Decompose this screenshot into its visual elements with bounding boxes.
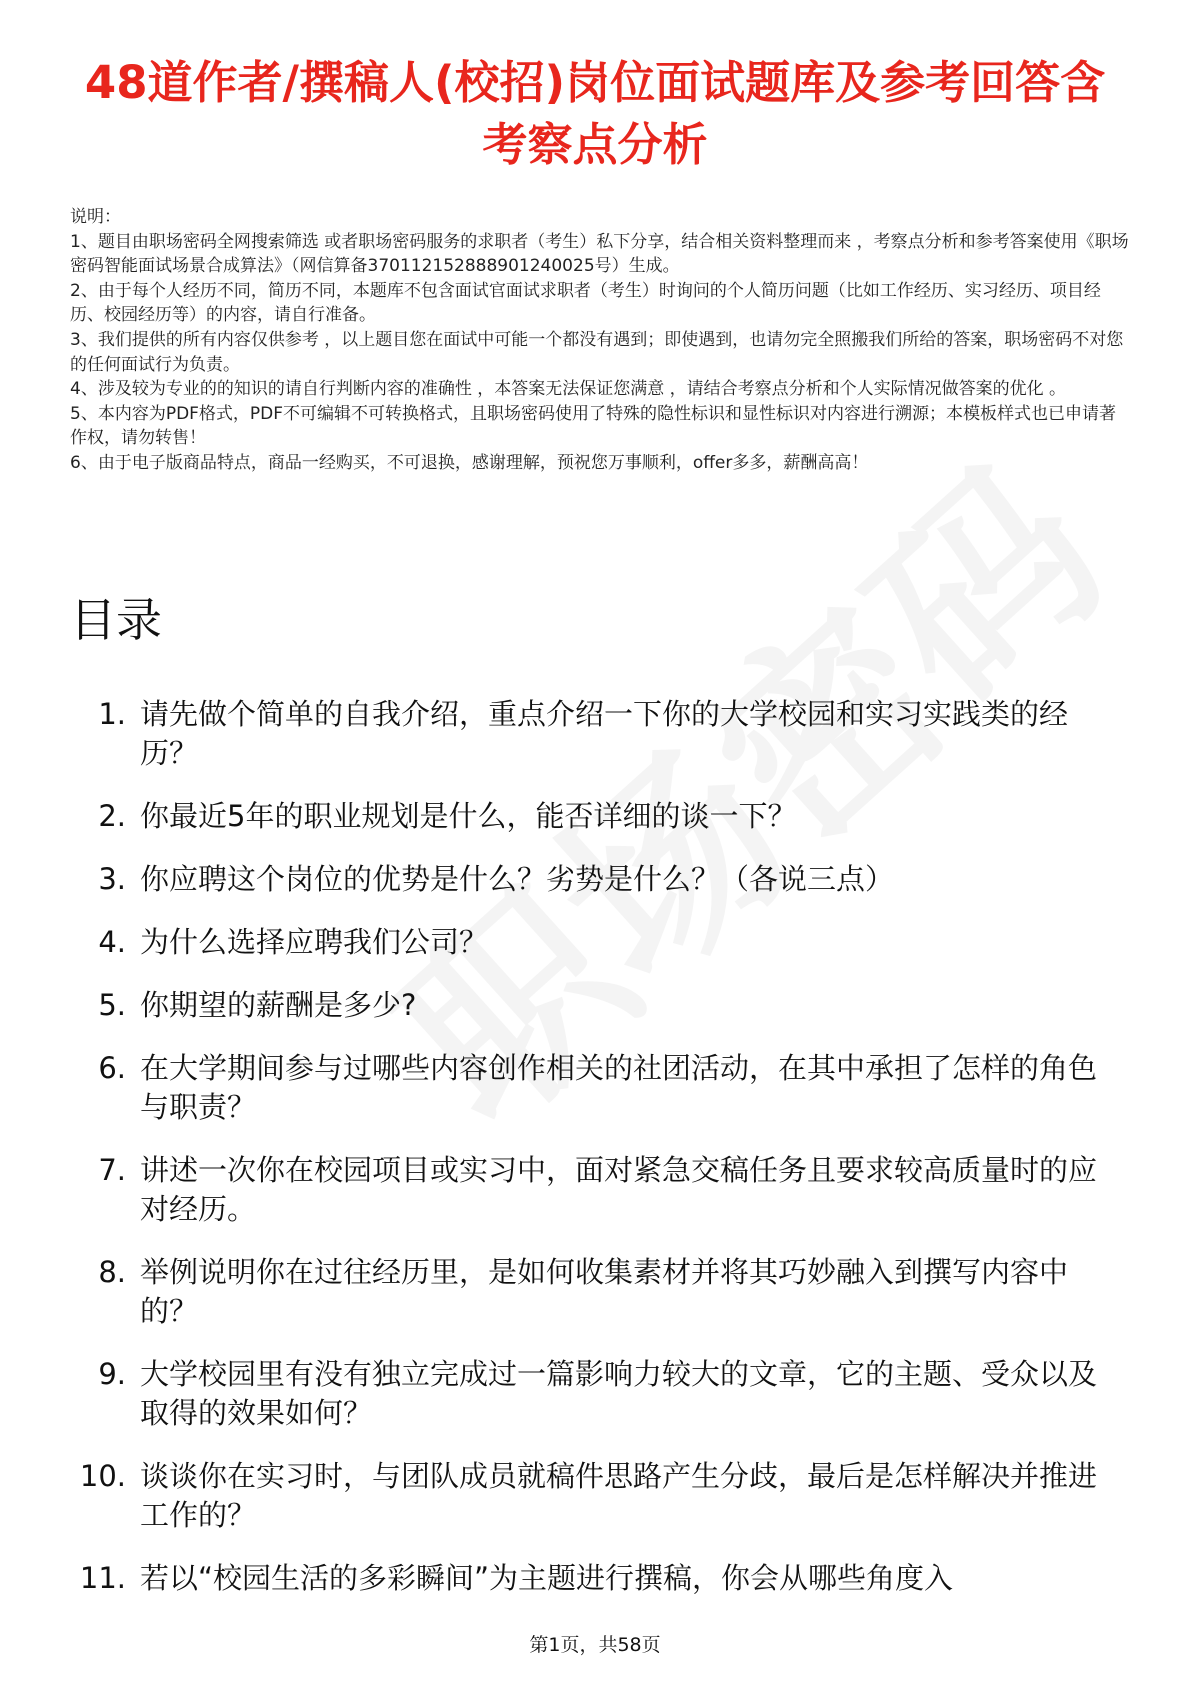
notes-line: 5、本内容为PDF格式，PDF不可编辑不可转换格式，且职场密码使用了特殊的隐性标识和显性标识对内容进行溯源；本模板样式也已申请著作权，请勿转售！ [70, 403, 1117, 449]
toc-list [70, 695, 1130, 1622]
toc-item-number: 11. [79, 1561, 126, 1595]
toc-item-number: 8. [98, 1255, 126, 1289]
toc-item-text: 举例说明你在过往经历里，是如何收集素材并将其巧妙融入到撰写内容中的？ [140, 1255, 1069, 1328]
toc-item[interactable] [70, 1457, 1130, 1535]
toc-item[interactable] [70, 1049, 1130, 1127]
notes-line: 说明： [70, 207, 121, 227]
toc-item-number: 5. [98, 988, 126, 1022]
notes-line: 6、由于电子版商品特点，商品一经购买，不可退换，感谢理解，预祝您万事顺利，offer多多，薪酬高高！ [70, 452, 869, 473]
toc-item-text: 请先做个简单的自我介绍，重点介绍一下你的大学校园和实习实践类的经历？ [140, 697, 1069, 770]
toc-item[interactable] [70, 923, 1130, 962]
toc-item-text: 谈谈你在实习时，与团队成员就稿件思路产生分歧，最后是怎样解决并推进工作的？ [140, 1459, 1098, 1532]
toc-item[interactable] [70, 986, 1130, 1025]
toc-item[interactable] [70, 1559, 1130, 1598]
toc-item-number: 4. [98, 925, 126, 959]
toc-item-text: 在大学期间参与过哪些内容创作相关的社团活动，在其中承担了怎样的角色与职责？ [140, 1051, 1098, 1124]
toc-item-number: 9. [98, 1357, 126, 1391]
toc-item[interactable] [70, 1253, 1130, 1331]
toc-item-text: 你期望的薪酬是多少? [140, 988, 417, 1022]
toc-item-number: 1. [98, 697, 126, 731]
toc-item-number: 10. [79, 1459, 126, 1493]
page-footer: 第1页，共58页 [529, 1634, 661, 1656]
notes-line: 2、由于每个人经历不同，简历不同，本题库不包含面试官面试求职者（考生）时询问的个人简历问题（比如工作经历、实习经历、项目经历、校园经历等）的内容，请自行准备。 [70, 280, 1101, 326]
toc-item-text: 讲述一次你在校园项目或实习中，面对紧急交稿任务且要求较高质量时的应对经历。 [140, 1153, 1098, 1226]
toc-item-text: 大学校园里有没有独立完成过一篇影响力较大的文章，它的主题、受众以及取得的效果如何？ [140, 1357, 1098, 1430]
toc-item[interactable] [70, 1355, 1130, 1433]
toc-item[interactable] [70, 695, 1130, 773]
toc-item-number: 7. [98, 1153, 126, 1187]
notes-line: 3、我们提供的所有内容仅供参考 ，以上题目您在面试中可能一个都没有遇到；即使遇到，也请勿完全照搬我们所给的答案，职场密码不对您的任何面试行为负责。 [70, 329, 1124, 375]
document-title: 48道作者/撰稿人(校招)岗位面试题库及参考回答含考察点分析 [84, 56, 1106, 171]
toc-heading: 目录 [70, 593, 162, 647]
toc-item[interactable] [70, 1151, 1130, 1229]
toc-item-number: 3. [98, 862, 126, 896]
toc-item-text: 你应聘这个岗位的优势是什么？劣势是什么？（各说三点） [140, 862, 895, 896]
notes-section [70, 205, 1130, 476]
toc-item-number: 2. [98, 799, 126, 833]
toc-item-number: 6. [98, 1051, 126, 1085]
notes-line: 1、题目由职场密码全网搜索筛选 或者职场密码服务的求职者（考生）私下分享，结合相关资料整理而来 ，考察点分析和参考答案使用《职场密码智能面试场景合成算法》（网信算备370112152888901240025号）生成。 [70, 231, 1129, 277]
toc-item[interactable] [70, 797, 1130, 836]
toc-item-text: 若以“校园生活的多彩瞬间”为主题进行撰稿，你会从哪些角度入 [140, 1561, 954, 1595]
toc-item[interactable] [70, 860, 1130, 899]
toc-item-text: 为什么选择应聘我们公司？ [140, 925, 489, 959]
notes-line: 4、涉及较为专业的的知识的请自行判断内容的准确性 ，本答案无法保证您满意 ，请结合考察点分析和个人实际情况做答案的优化 。 [70, 379, 1067, 400]
toc-item-text: 你最近5年的职业规划是什么，能否详细的谈一下？ [140, 799, 797, 833]
